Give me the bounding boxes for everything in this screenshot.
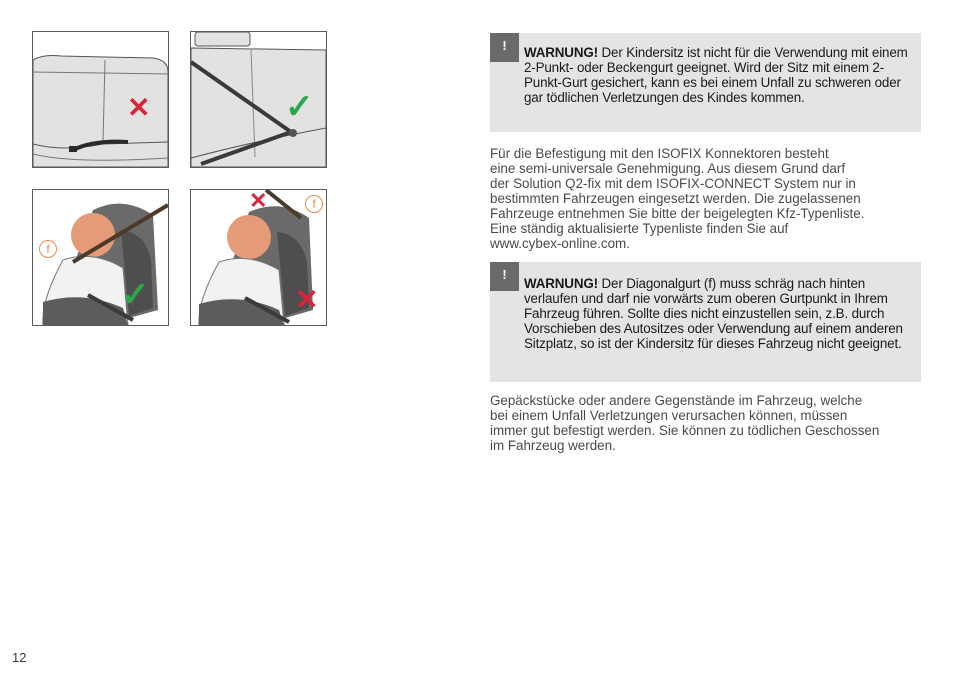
- paragraph-line: eine semi-universale Genehmigung. Aus diesem Grund darf: [490, 161, 846, 176]
- warning-box-diagonal-belt: [490, 262, 921, 382]
- illustration-lap-belt-wrong: [32, 31, 169, 168]
- illustration-child-seat-belt-correct: [32, 189, 169, 326]
- paragraph-line: bei einem Unfall Verletzungen verursachen können, müssen: [490, 408, 848, 423]
- paragraph-line: Gepäckstücke oder andere Gegenstände im Fahrzeug, welche: [490, 393, 863, 408]
- paragraph-line: www.cybex-online.com.: [490, 236, 630, 251]
- belt-label-f: f: [305, 195, 323, 213]
- paragraph-line: immer gut befestigt werden. Sie können zu tödlichen Geschossen: [490, 423, 880, 438]
- paragraph-line: Fahrzeuge entnehmen Sie bitte der beigelegten Kfz-Typenliste.: [490, 206, 865, 221]
- warning-body: Der Diagonalgurt (f) muss schräg nach hinten verlaufen und darf nie vorwärts zum oberen Gurtpunkt in Ihrem Fahrzeug führen. Sollte dies nicht einzustellen sein, z.B. durch Vorschieben des Autositzes oder Verwendung auf einem anderen Sitzplatz, so ist der Kindersitz für dieses Fahrzeug nicht geeignet.: [524, 276, 903, 351]
- isofix-approval-paragraph: [490, 146, 930, 251]
- warning-text: [524, 45, 911, 105]
- wrong-mark-icon: ✕: [295, 284, 319, 315]
- warning-text: [524, 276, 911, 351]
- warning-icon: !: [490, 33, 519, 62]
- luggage-paragraph: [490, 393, 930, 453]
- correct-mark-icon: ✓: [285, 88, 314, 126]
- paragraph-line: im Fahrzeug werden.: [490, 438, 616, 453]
- warning-box-lap-belt: [490, 33, 921, 132]
- warning-body: Der Kindersitz ist nicht für die Verwendung mit einem 2-Punkt- oder Beckengurt geeignet. Wird der Sitz mit einem 2-Punkt-Gurt gesichert, kann es bei einem Unfall zu schweren oder gar tödlichen Verletzungen des Kindes kommen.: [524, 45, 908, 105]
- wrong-mark-icon: ✕: [127, 92, 151, 123]
- paragraph-line: Für die Befestigung mit den ISOFIX Konnektoren besteht: [490, 146, 829, 161]
- illustration-diagonal-belt-correct: [190, 31, 327, 168]
- page-number: 12: [12, 650, 27, 665]
- correct-mark-icon: ✓: [121, 276, 150, 314]
- paragraph-line: Eine ständig aktualisierte Typenliste finden Sie auf: [490, 221, 789, 236]
- illustration-child-seat-belt-wrong: [190, 189, 327, 326]
- belt-label-f: f: [39, 240, 57, 258]
- wrong-mark-icon: ✕: [249, 189, 268, 213]
- warning-label: WARNUNG!: [524, 45, 598, 60]
- warning-icon: !: [490, 262, 519, 291]
- warning-label: WARNUNG!: [524, 276, 598, 291]
- paragraph-line: der Solution Q2-fix mit dem ISOFIX-CONNECT System nur in: [490, 176, 856, 191]
- paragraph-line: bestimmten Fahrzeugen eingesetzt werden. Die zugelassenen: [490, 191, 861, 206]
